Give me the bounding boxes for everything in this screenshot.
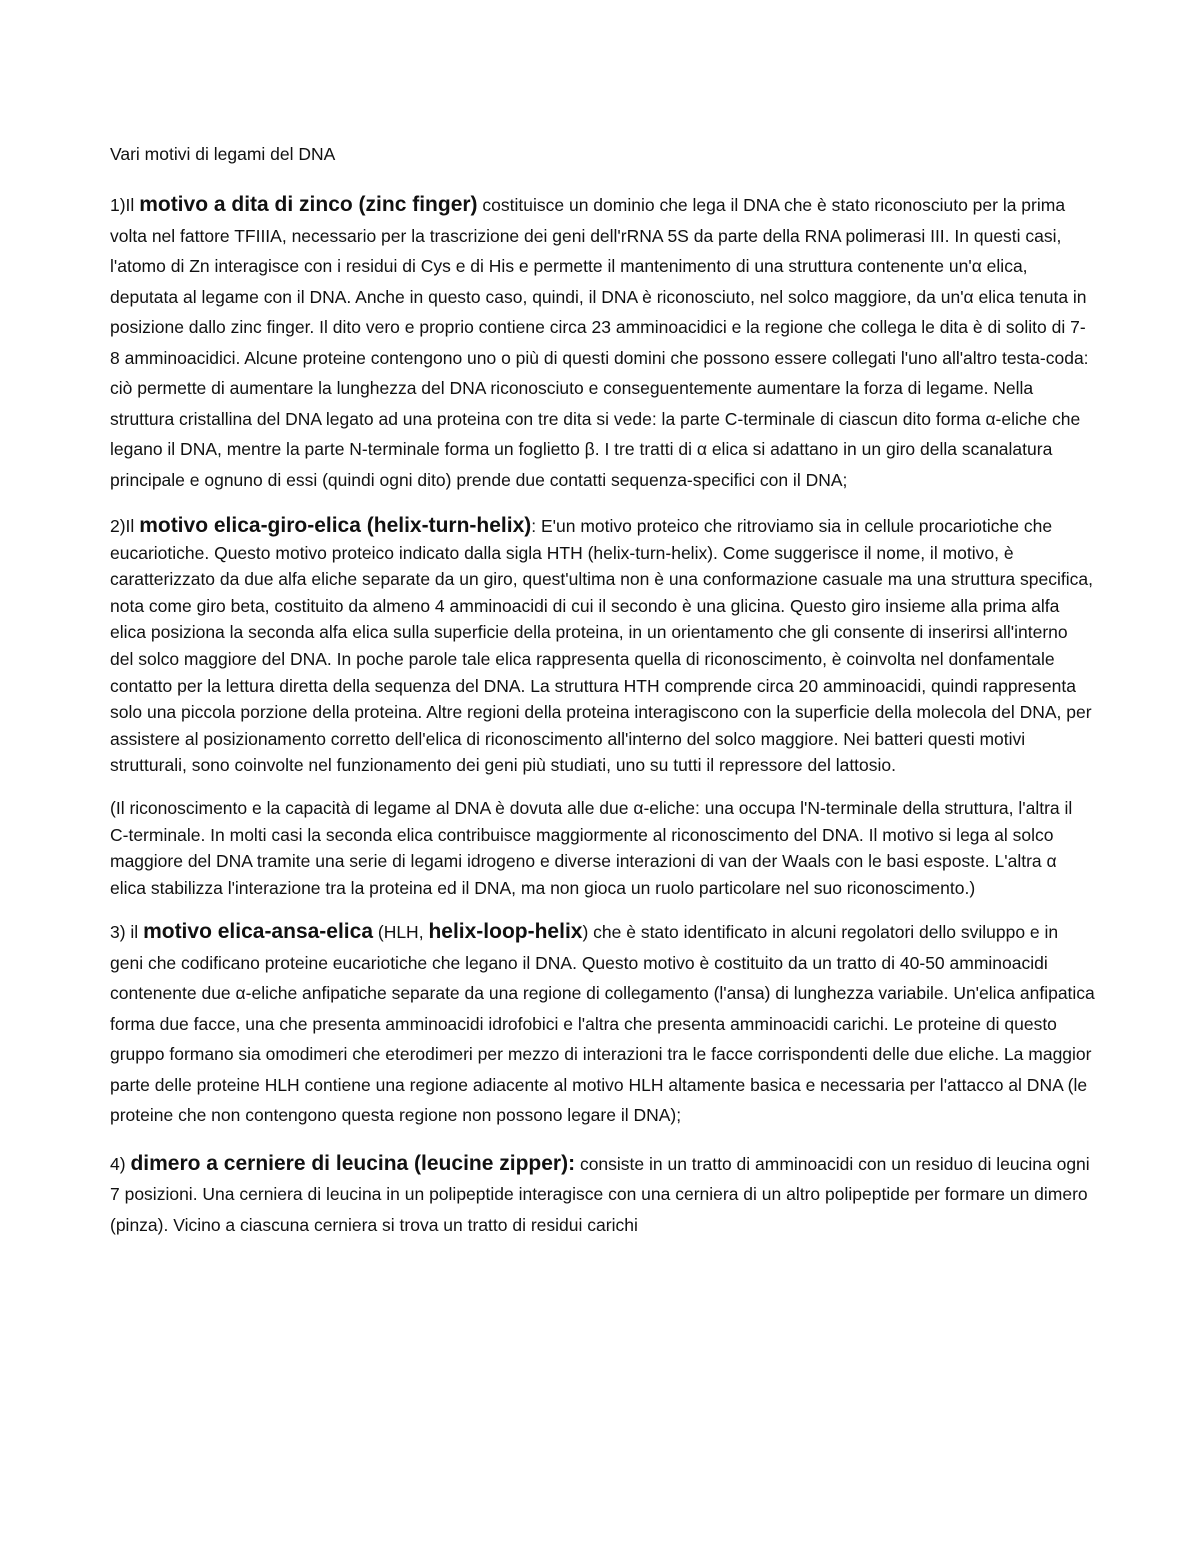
section-leucine-zipper [110,1149,1095,1241]
section-number: 2)Il [110,516,140,536]
section-heading: motivo a dita di zinco (zinc finger) [139,193,478,216]
section-heading: motivo elica-giro-elica (helix-turn-helix) [139,514,532,537]
section-heading-secondary: helix-loop-helix [428,920,583,944]
section-helix-turn-helix [110,513,1095,779]
section-number: 1)Il [110,195,140,215]
section-body: costituisce un dominio che lega il DNA che è stato riconosciuto per la prima volta nel fattore TFIIIA, necessario per la trascrizione dei geni dell'rRNA 5S da parte della RNA polimerasi III. In questi casi, l'atomo di Zn interagisce con i residui di Cys e di His e permette il mantenimento di una struttura contenente un'α elica, deputata al legame con il DNA. Anche in questo caso, quindi, il DNA è riconosciuto, nel solco maggiore, da un'α elica tenuta in posizione dallo zinc finger. Il dito vero e proprio contiene circa 23 amminoacidici e la regione che collega le dita è di solito di 7-8 amminoacidici. Alcune proteine contengono uno o più di questi domini che possono essere collegati l'uno all'altro testa-coda: ciò permette di aumentare la lunghezza del DNA riconosciuto e conseguentemente aumentare la forza di legame. Nella struttura cristallina del DNA legato ad una proteina con tre dita si vede: la parte C-terminale di ciascun dito forma α-eliche che legano il DNA, mentre la parte N-terminale forma un foglietto β. I tre tratti di α elica si adattano in un giro della scanalatura principale e ognuno di essi (quindi ogni dito) prende due contatti sequenza-specifici con il DNA; [110,195,1089,490]
section-body: ) che è stato identificato in alcuni regolatori dello sviluppo e in geni che codificano proteine eucariotiche che legano il DNA. Questo motivo è costituito da un tratto di 40-50 amminoacidi contenente due α-eliche anfipatiche separate da una regione di collegamento (l'ansa) di lunghezza variabile. Un'elica anfipatica forma due facce, una che presenta amminoacidi idrofobici e l'altra che presenta amminoacidi carichi. Le proteine di questo gruppo formano sia omodimeri che eterodimeri per mezzo di interazioni tra le facce corrispondenti delle due eliche. La maggior parte delle proteine HLH contiene una regione adiacente al motivo HLH altamente basica e necessaria per l'attacco al DNA (le proteine che non contengono questa regione non possono legare il DNA); [110,922,1095,1126]
section-number: 4) [110,1153,131,1174]
section-heading: dimero a cerniere di leucina (leucine zipper): [130,1151,576,1175]
section-inline-text: (HLH, [373,922,429,943]
section-hth-note: (Il riconoscimento e la capacità di legame al DNA è dovuta alle due α-eliche: una occupa l'N-terminale della struttura, l'altra il C-terminale. In molti casi la seconda elica contribuisce maggiormente al riconoscimento del DNA. Il motivo si lega al solco maggiore del DNA tramite una serie di legami idrogeno e diverse interazioni di van der Waals con le basi esposte. L'altra α elica stabilizza l'interazione tra la proteina ed il DNA, ma non gioca un ruolo particolare nel suo riconoscimento.) [110,797,1073,898]
section-helix-loop-helix [110,917,1095,1131]
section-body: consiste in un tratto di amminoacidi con un residuo di leucina ogni 7 posizioni. Una cerniera di leucina in un polipeptide interagisce con una cerniera di un altro polipeptide per formare un dimero (pinza). Vicino a ciascuna cerniera si trova un tratto di residui carichi [110,1153,1090,1235]
document-page [110,140,1095,1240]
section-heading: motivo elica-ansa-elica [143,920,373,944]
section-zinc-finger [110,190,1095,495]
document-title: Vari motivi di legami del DNA [110,144,336,164]
section-number: 3) il [110,922,144,943]
section-body: : E'un motivo proteico che ritroviamo sia in cellule procariotiche che eucariotiche. Questo motivo proteico indicato dalla sigla HTH (helix-turn-helix). Come suggerisce il nome, il motivo, è caratterizzato da due alfa eliche separate da un giro, quest'ultima non è una conformazione casuale ma una struttura specifica, nota come giro beta, costituito da almeno 4 amminoacidi di cui il secondo è una glicina. Questo giro insieme alla prima alfa elica posiziona la seconda alfa elica sulla superficie della proteina, in un orientamento che gli consente di inserirsi all'interno del solco maggiore del DNA. In poche parole tale elica rappresenta quella di riconoscimento, è coinvolta nel donfamentale contatto per la lettura diretta della sequenza del DNA. La struttura HTH comprende circa 20 amminoacidi, quindi rappresenta solo una piccola porzione della proteina. Altre regioni della proteina interagiscono con la superficie della molecola del DNA, per assistere al posizionamento corretto dell'elica di riconoscimento all'interno del solco maggiore. Nei batteri questi motivi strutturali, sono coinvolte nel funzionamento dei geni più studiati, uno su tutti il repressore del lattosio. [110,516,1093,776]
